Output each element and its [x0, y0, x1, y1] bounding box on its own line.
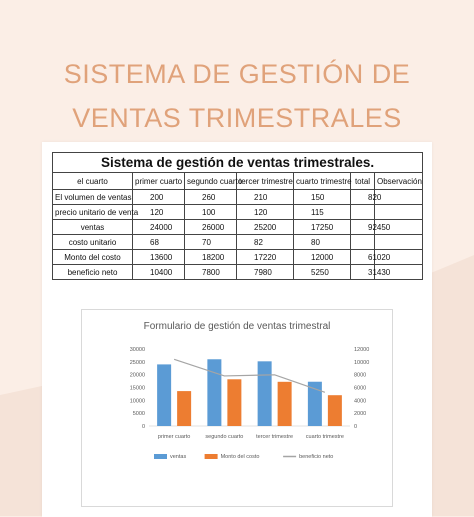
table-cell: 82: [237, 235, 294, 250]
table-row: [53, 250, 423, 265]
row-label: Monto del costo: [53, 250, 133, 265]
x-tick-label: tercer trimestre: [256, 434, 294, 440]
y-left-tick-label: 30000: [129, 347, 145, 353]
page-heading-line-2: VENTAS TRIMESTRALES: [72, 103, 402, 133]
table-row: [53, 265, 423, 280]
table-cell: 80: [294, 235, 351, 250]
table-cell: 13600: [133, 250, 185, 265]
legend-label: ventas: [170, 454, 187, 460]
y-right-tick-label: 2000: [354, 411, 367, 418]
chart-container: [81, 309, 393, 507]
chart-title: Formulario de gestión de ventas trimestral: [143, 321, 331, 332]
table-cell: [351, 205, 375, 220]
row-label: beneficio neto: [53, 265, 133, 280]
table-cell: 7980: [237, 265, 294, 280]
x-tick-label: segundo cuarto: [205, 434, 244, 440]
legend-label: Monto del costo: [220, 454, 260, 460]
spreadsheet-card: [42, 142, 432, 517]
column-header: total: [351, 173, 375, 190]
y-right-tick-label: 12000: [354, 347, 370, 353]
x-tick-label: primer cuarto: [157, 434, 191, 440]
combo-chart: [82, 310, 392, 506]
y-right-tick-label: 8000: [354, 372, 367, 379]
table-cell: 61020: [351, 250, 375, 265]
table-cell: 10400: [133, 265, 185, 280]
table-cell: 26000: [185, 220, 237, 235]
column-header: primer cuarto: [133, 173, 185, 190]
table-cell: 120: [133, 205, 185, 220]
table-cell: [375, 190, 423, 205]
row-label: precio unitario de venta: [53, 205, 133, 220]
column-header: el cuarto: [53, 173, 133, 190]
row-label: ventas: [53, 220, 133, 235]
y-left-tick-label: 10000: [129, 398, 145, 405]
bar-monto-del-costo: [227, 379, 241, 426]
y-left-tick-label: 5000: [132, 411, 145, 418]
column-header: cuarto trimestre: [294, 173, 351, 190]
x-tick-label: cuarto trimestre: [305, 434, 344, 440]
column-header: segundo cuarto: [185, 173, 237, 190]
bar-monto-del-costo: [328, 395, 342, 426]
y-left-tick-label: 20000: [129, 372, 145, 379]
table-cell: 31430: [351, 265, 375, 280]
bar-ventas: [157, 364, 171, 426]
legend-label: beneficio neto: [299, 454, 334, 460]
table-row: [53, 235, 423, 250]
table-cell: 260: [185, 190, 237, 205]
row-label: costo unitario: [53, 235, 133, 250]
table-body: [53, 190, 423, 280]
page-heading: [0, 52, 474, 140]
table-cell: 17250: [294, 220, 351, 235]
table-cell: 5250: [294, 265, 351, 280]
table-cell: 12000: [294, 250, 351, 265]
table-cell: 70: [185, 235, 237, 250]
table-row: [53, 220, 423, 235]
table-cell: [375, 205, 423, 220]
legend-swatch: [205, 454, 218, 459]
table-cell: 18200: [185, 250, 237, 265]
y-right-tick-label: 0: [354, 424, 358, 430]
table-cell: 100: [185, 205, 237, 220]
y-right-tick-label: 10000: [354, 359, 370, 366]
bar-monto-del-costo: [177, 391, 191, 426]
legend-swatch: [154, 454, 167, 459]
y-right-tick-label: 4000: [354, 398, 367, 405]
table-cell: 17220: [237, 250, 294, 265]
table-cell: 120: [237, 205, 294, 220]
table-cell: 92450: [351, 220, 375, 235]
table-cell: 210: [237, 190, 294, 205]
table-cell: 25200: [237, 220, 294, 235]
table-cell: [351, 235, 375, 250]
table-title: Sistema de gestión de ventas trimestrales.: [53, 153, 423, 173]
table-row: [53, 205, 423, 220]
table-cell: 150: [294, 190, 351, 205]
table-cell: 115: [294, 205, 351, 220]
column-header: Observación: [375, 173, 423, 190]
row-label: El volumen de ventas: [53, 190, 133, 205]
sales-table: [52, 152, 423, 280]
table-cell: 200: [133, 190, 185, 205]
table-cell: 24000: [133, 220, 185, 235]
table-cell: 68: [133, 235, 185, 250]
column-header: tercer trimestre: [237, 173, 294, 190]
y-left-tick-label: 15000: [129, 385, 145, 392]
table-row: [53, 190, 423, 205]
y-left-tick-label: 25000: [129, 359, 145, 366]
bar-monto-del-costo: [278, 382, 292, 426]
bar-ventas: [207, 359, 221, 426]
line-beneficio-neto: [174, 359, 325, 392]
bar-ventas: [258, 361, 272, 426]
table-cell: 7800: [185, 265, 237, 280]
table-header-row: [53, 173, 423, 190]
page-heading-line-1: SISTEMA DE GESTIÓN DE: [63, 59, 411, 89]
table-cell: 820: [351, 190, 375, 205]
y-right-tick-label: 6000: [354, 385, 367, 392]
y-left-tick-label: 0: [141, 424, 145, 430]
table-cell: [375, 235, 423, 250]
